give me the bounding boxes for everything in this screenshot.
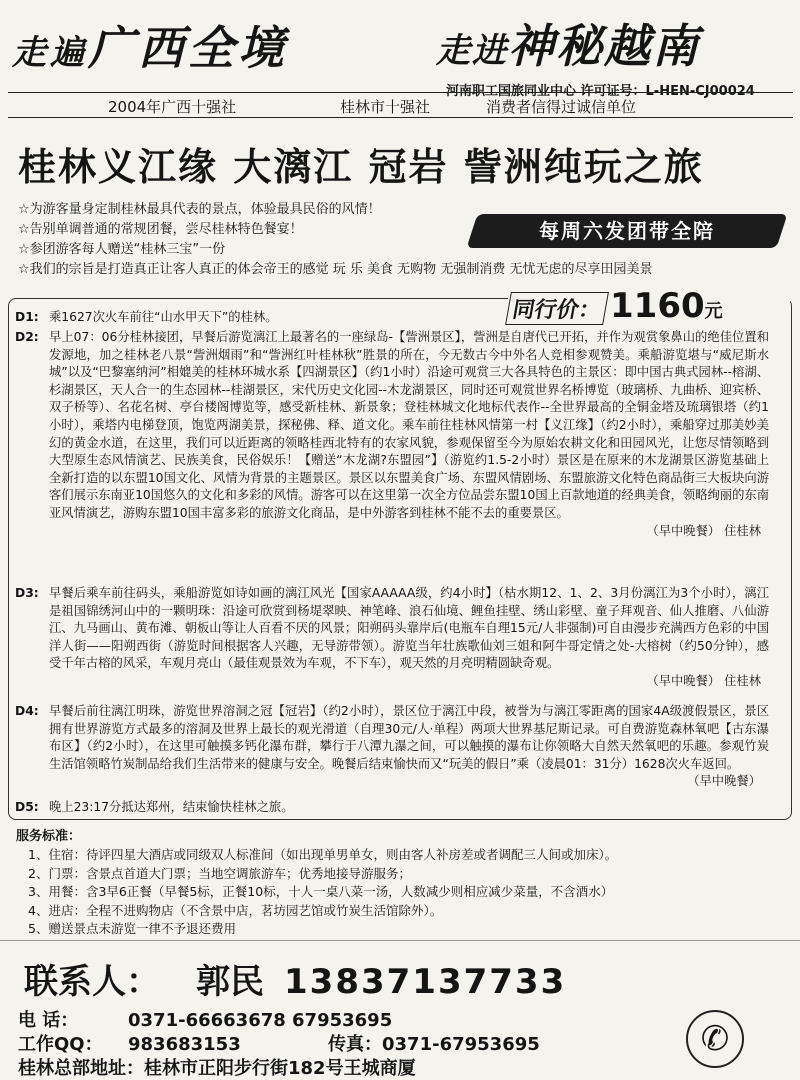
fax-value[interactable]: 0371-67953695 (382, 1034, 540, 1055)
tour-title: 桂林义江缘 大漓江 冠岩 訾洲纯玩之旅 (18, 145, 704, 189)
service-item: 1、住宿：待评四星大酒店或同级双人标准间（如出现单男单女，则由客人补房差或者调配三人间或加床）。 (28, 847, 618, 862)
tel-line (18, 1006, 392, 1032)
service-heading: 服务标准： (16, 829, 82, 844)
divider (0, 940, 800, 941)
slogan-right-prefix: 走进 (436, 31, 508, 71)
honor-bar (8, 92, 793, 118)
tel-value[interactable]: 0371-66663678 67953695 (128, 1010, 393, 1031)
price-value: 1160 (610, 286, 705, 326)
itinerary-day (9, 703, 769, 791)
qq-label: 工作QQ： (18, 1034, 103, 1055)
slogan-left (12, 12, 288, 78)
address-label: 桂林总部地址： (18, 1058, 144, 1079)
header (0, 0, 800, 128)
slogan-left-main: 广西全境 (88, 21, 288, 75)
price-unit: 元 (704, 301, 723, 322)
day-tag: D5: (15, 800, 39, 814)
fax-label: 传真： (328, 1034, 382, 1055)
contact-mobile[interactable]: 13837137733 (284, 962, 567, 1002)
honor-item: 2004年广西十强社 (108, 98, 237, 116)
tel-label: 电 话： (18, 1010, 79, 1031)
agency-license: 河南职工国旅同业中心 许可证号：L-HEN-CJ00024 (446, 84, 755, 99)
itinerary-day (9, 799, 769, 817)
day-tag: D1: (15, 310, 39, 324)
feature-item: ☆告别单调普通的常规团餐，尝尽桂林特色餐宴！ (18, 222, 303, 237)
qq-fax-line (18, 1030, 540, 1056)
service-item: 3、用餐：含3早6正餐（早餐5标，正餐10标，十人一桌八菜一汤，人数减少则相应减少菜量，不含酒水） (28, 884, 614, 899)
day-tag: D3: (15, 586, 39, 600)
itinerary-day (9, 585, 769, 691)
contact-label: 联系人： (24, 962, 160, 1002)
itinerary-box (8, 298, 792, 820)
day-meal: （早中晚餐） (687, 774, 761, 789)
slogan-left-prefix: 走遍 (12, 33, 88, 73)
service-item: 5、赠送景点未游览一律不予退还费用 (28, 921, 236, 936)
service-item: 2、门票：含景点首道大门票；当地空调旅游车；优秀地接导游服务； (28, 865, 411, 881)
contact-name: 郭民 (196, 962, 264, 1002)
day-meal: （早中晚餐） 住桂林 (646, 673, 761, 688)
feature-item: ☆我们的宗旨是打造真正让客人真正的体会帝王的感觉 玩 乐 美食 无购物 无强制消费 无忧无虑的尽享田园美景 (18, 262, 653, 277)
price-tag (508, 286, 790, 324)
day-text: 早上07：06分桂林接团，早餐后游览漓江上最著名的一座绿岛-【訾洲景区】，訾洲是自唐代已开拓，并作为观赏象鼻山的绝佳位置和发源地，加之桂林老八景“訾洲烟雨”和“訾洲红叶桂林秋”胜景的所在，今无数古今中外名人竞相参观赞美。乘船游览堪与“威尼斯水城”以及“巴黎塞纳河”相媲美的桂林环城水系【四湖景区】（约1小时）沿途可观赏三大各具特色的主景区：即中国古典式园林--榕湖、杉湖景区，天人合一的生态园林--桂湖景区，宋代历史文化园--木龙湖景区，同时还可观赏世界名桥博览（玻璃桥、九曲桥、迎宾桥、双子桥等）、名花名树、亭台楼阁博览等，感受新桂林、新景象；登桂林城文化地标代表作--全世界最高的全铜金塔及琉璃银塔（约1小时），乘塔内电梯登顶，饱览两湖美景，探秘佛、释、道文化。乘车前往桂林风情第一村【义江缘】（约2小时），乘船穿过那美妙美幻的黄金水道，在这里，我们可以近距离的领略桂西北特有的农家风貌，参观保留至今为原始农耕文化和田园风光，让您尽情领略到大型原生态风情演艺、民族美食，民俗娱乐！【赠送“木龙湖?东盟园”】（游览约1.5-2小时）景区是在原来的木龙湖景区游览基础上全新打造的以东盟10国文化、风情为背景的主题景区。景区以东盟美食广场、东盟风情剧场、东盟旅游文化特色商品街三大板块向游客们展示东南亚10国悠久的文化和多彩的风情。游客可以在这里第一次全方位品尝东盟10国上百款地道的经典美食，领略绚丽的东南亚风情演艺，游购东盟10国丰富多彩的旅游文化商品，是中外游客到桂林不能不去的重要景区。 (49, 330, 769, 520)
address-line (18, 1054, 416, 1080)
day-tag: D2: (15, 330, 39, 344)
slogan-right (436, 10, 700, 76)
address-value: 桂林市正阳步行街182号王城商厦 (144, 1058, 416, 1079)
service-item: 4、进店：全程不进购物店（不含景中店，茗坊园艺馆或竹炭生活馆除外）。 (28, 902, 443, 918)
day-text: 乘1627次火车前往“山水甲天下”的桂林。 (49, 310, 278, 324)
slogan-right-main: 神秘越南 (508, 19, 700, 73)
day-text: 早餐后乘车前往码头，乘船游览如诗如画的漓江风光【国家AAAAA级，约4小时】（枯水期12、1、2、3月份漓江为3个小时），漓江是祖国锦绣河山中的一颗明珠：沿途可欣赏到杨堤翠映、神笔峰、浪石仙境、鲤鱼挂壁、绣山彩壁、童子拜观音、仙人推磨、八仙游江、九马画山、黄布滩、朝板山等让人百看不厌的风景；阳朔码头靠岸后(电瓶车自理15元/人非强制)可自由漫步充满西方色彩的中国洋人街——阳朔西街（游览时间根据客人兴趣，无导游带领）。游览当年壮族歌仙刘三姐和阿牛哥定情之处-大榕树（约50分钟），感受千年古榕的风采，车观月亮山（最佳观景效为车观，不下车），观天然的月亮明精圆缺奇观。 (49, 586, 769, 671)
day-text: 早餐后前往漓江明珠，游览世界溶洞之冠【冠岩】（约2小时），景区位于漓江中段，被誉为与漓江零距离的国家4A级渡假景区，景区拥有世界游览方式最多的溶洞及世界上最长的观光滑道（自理30元/人·单程）两项大世界基尼斯记录。可自费游览森林氧吧【古东瀑布区】（约2小时），在这里可触摸多钙化瀑布群，攀行于八潭九瀑之间，可以触摸的瀑布让你领略大自然天然氧吧的乐趣。参观竹炭生活馆领略竹炭制品给我们生活带来的健康与安全。晚餐后结束愉快而又“玩美的假日”乘（凌晨01：31分）1628次火车返回。 (49, 704, 769, 771)
qq-value[interactable]: 983683153 (128, 1034, 241, 1055)
honor-item: 消费者信得过诚信单位 (486, 98, 637, 116)
day-meal: （早中晚餐） 住桂林 (646, 523, 761, 538)
feature-item: ☆参团游客每人赠送“桂林三宝”一份 (18, 242, 226, 257)
honor-item: 桂林市十强社 (340, 98, 431, 116)
feature-item: ☆为游客量身定制桂林最具代表的景点，体验最具民俗的风情！ (18, 202, 381, 217)
day-tag: D4: (15, 704, 39, 718)
departure-banner (466, 214, 787, 248)
day-text: 晚上23:17分抵达郑州，结束愉快桂林之旅。 (49, 800, 294, 814)
price-label: 同行价： (505, 292, 609, 325)
phone-handset-icon: ✆ (686, 1010, 744, 1068)
itinerary-day (9, 329, 769, 540)
departure-banner-text: 每周六发团带全陪 (539, 219, 715, 243)
contact-person (24, 954, 566, 1003)
service-standards (16, 828, 786, 939)
